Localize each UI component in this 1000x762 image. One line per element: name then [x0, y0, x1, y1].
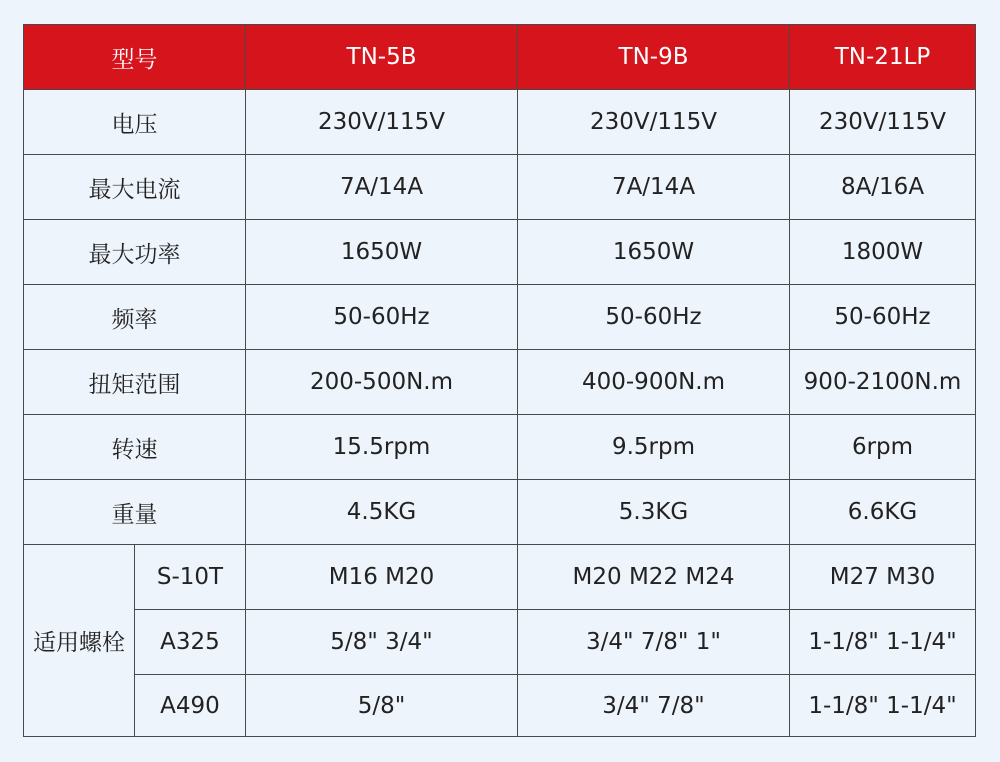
table-cell: 230V/115V: [246, 90, 518, 155]
table-cell: 1-1/8" 1-1/4": [790, 675, 976, 737]
table-cell: 1800W: [790, 220, 976, 285]
table-cell: M20 M22 M24: [518, 545, 790, 610]
table-cell: 3/4" 7/8": [518, 675, 790, 737]
table-cell: M27 M30: [790, 545, 976, 610]
table-row: [24, 155, 976, 220]
table-cell: 3/4" 7/8" 1": [518, 610, 790, 675]
table-row: [24, 90, 976, 155]
table-cell: 400-900N.m: [518, 350, 790, 415]
table-cell: 50-60Hz: [246, 285, 518, 350]
bolt-type-label: A490: [135, 675, 246, 737]
row-label: 转速: [24, 415, 246, 480]
header-model-tn5b: TN-5B: [246, 25, 518, 90]
table-cell: 5/8" 3/4": [246, 610, 518, 675]
spec-table-container: [23, 24, 976, 737]
header-model-tn9b: TN-9B: [518, 25, 790, 90]
table-cell: 50-60Hz: [518, 285, 790, 350]
table-cell: M16 M20: [246, 545, 518, 610]
row-label: 最大电流: [24, 155, 246, 220]
header-row: [24, 25, 976, 90]
table-row: [24, 415, 976, 480]
table-cell: 5.3KG: [518, 480, 790, 545]
table-cell: 15.5rpm: [246, 415, 518, 480]
row-label: 频率: [24, 285, 246, 350]
row-label: 扭矩范围: [24, 350, 246, 415]
row-label: 重量: [24, 480, 246, 545]
table-cell: 900-2100N.m: [790, 350, 976, 415]
table-cell: 6rpm: [790, 415, 976, 480]
table-cell: 230V/115V: [790, 90, 976, 155]
bolt-type-label: S-10T: [135, 545, 246, 610]
table-cell: 8A/16A: [790, 155, 976, 220]
table-cell: 7A/14A: [518, 155, 790, 220]
table-cell: 230V/115V: [518, 90, 790, 155]
table-row: [24, 545, 976, 610]
table-cell: 4.5KG: [246, 480, 518, 545]
table-row: [24, 675, 976, 737]
table-cell: 50-60Hz: [790, 285, 976, 350]
row-label: 电压: [24, 90, 246, 155]
header-model-tn21lp: TN-21LP: [790, 25, 976, 90]
bolt-type-label: A325: [135, 610, 246, 675]
spec-table: [23, 24, 976, 737]
table-row: [24, 220, 976, 285]
table-cell: 9.5rpm: [518, 415, 790, 480]
table-cell: 1650W: [518, 220, 790, 285]
table-cell: 1-1/8" 1-1/4": [790, 610, 976, 675]
header-model-label: 型号: [24, 25, 246, 90]
bolt-group-label: 适用螺栓: [24, 545, 135, 737]
table-row: [24, 350, 976, 415]
table-cell: 5/8": [246, 675, 518, 737]
table-cell: 1650W: [246, 220, 518, 285]
table-row: [24, 610, 976, 675]
table-cell: 6.6KG: [790, 480, 976, 545]
table-row: [24, 285, 976, 350]
table-row: [24, 480, 976, 545]
row-label: 最大功率: [24, 220, 246, 285]
table-cell: 200-500N.m: [246, 350, 518, 415]
table-cell: 7A/14A: [246, 155, 518, 220]
